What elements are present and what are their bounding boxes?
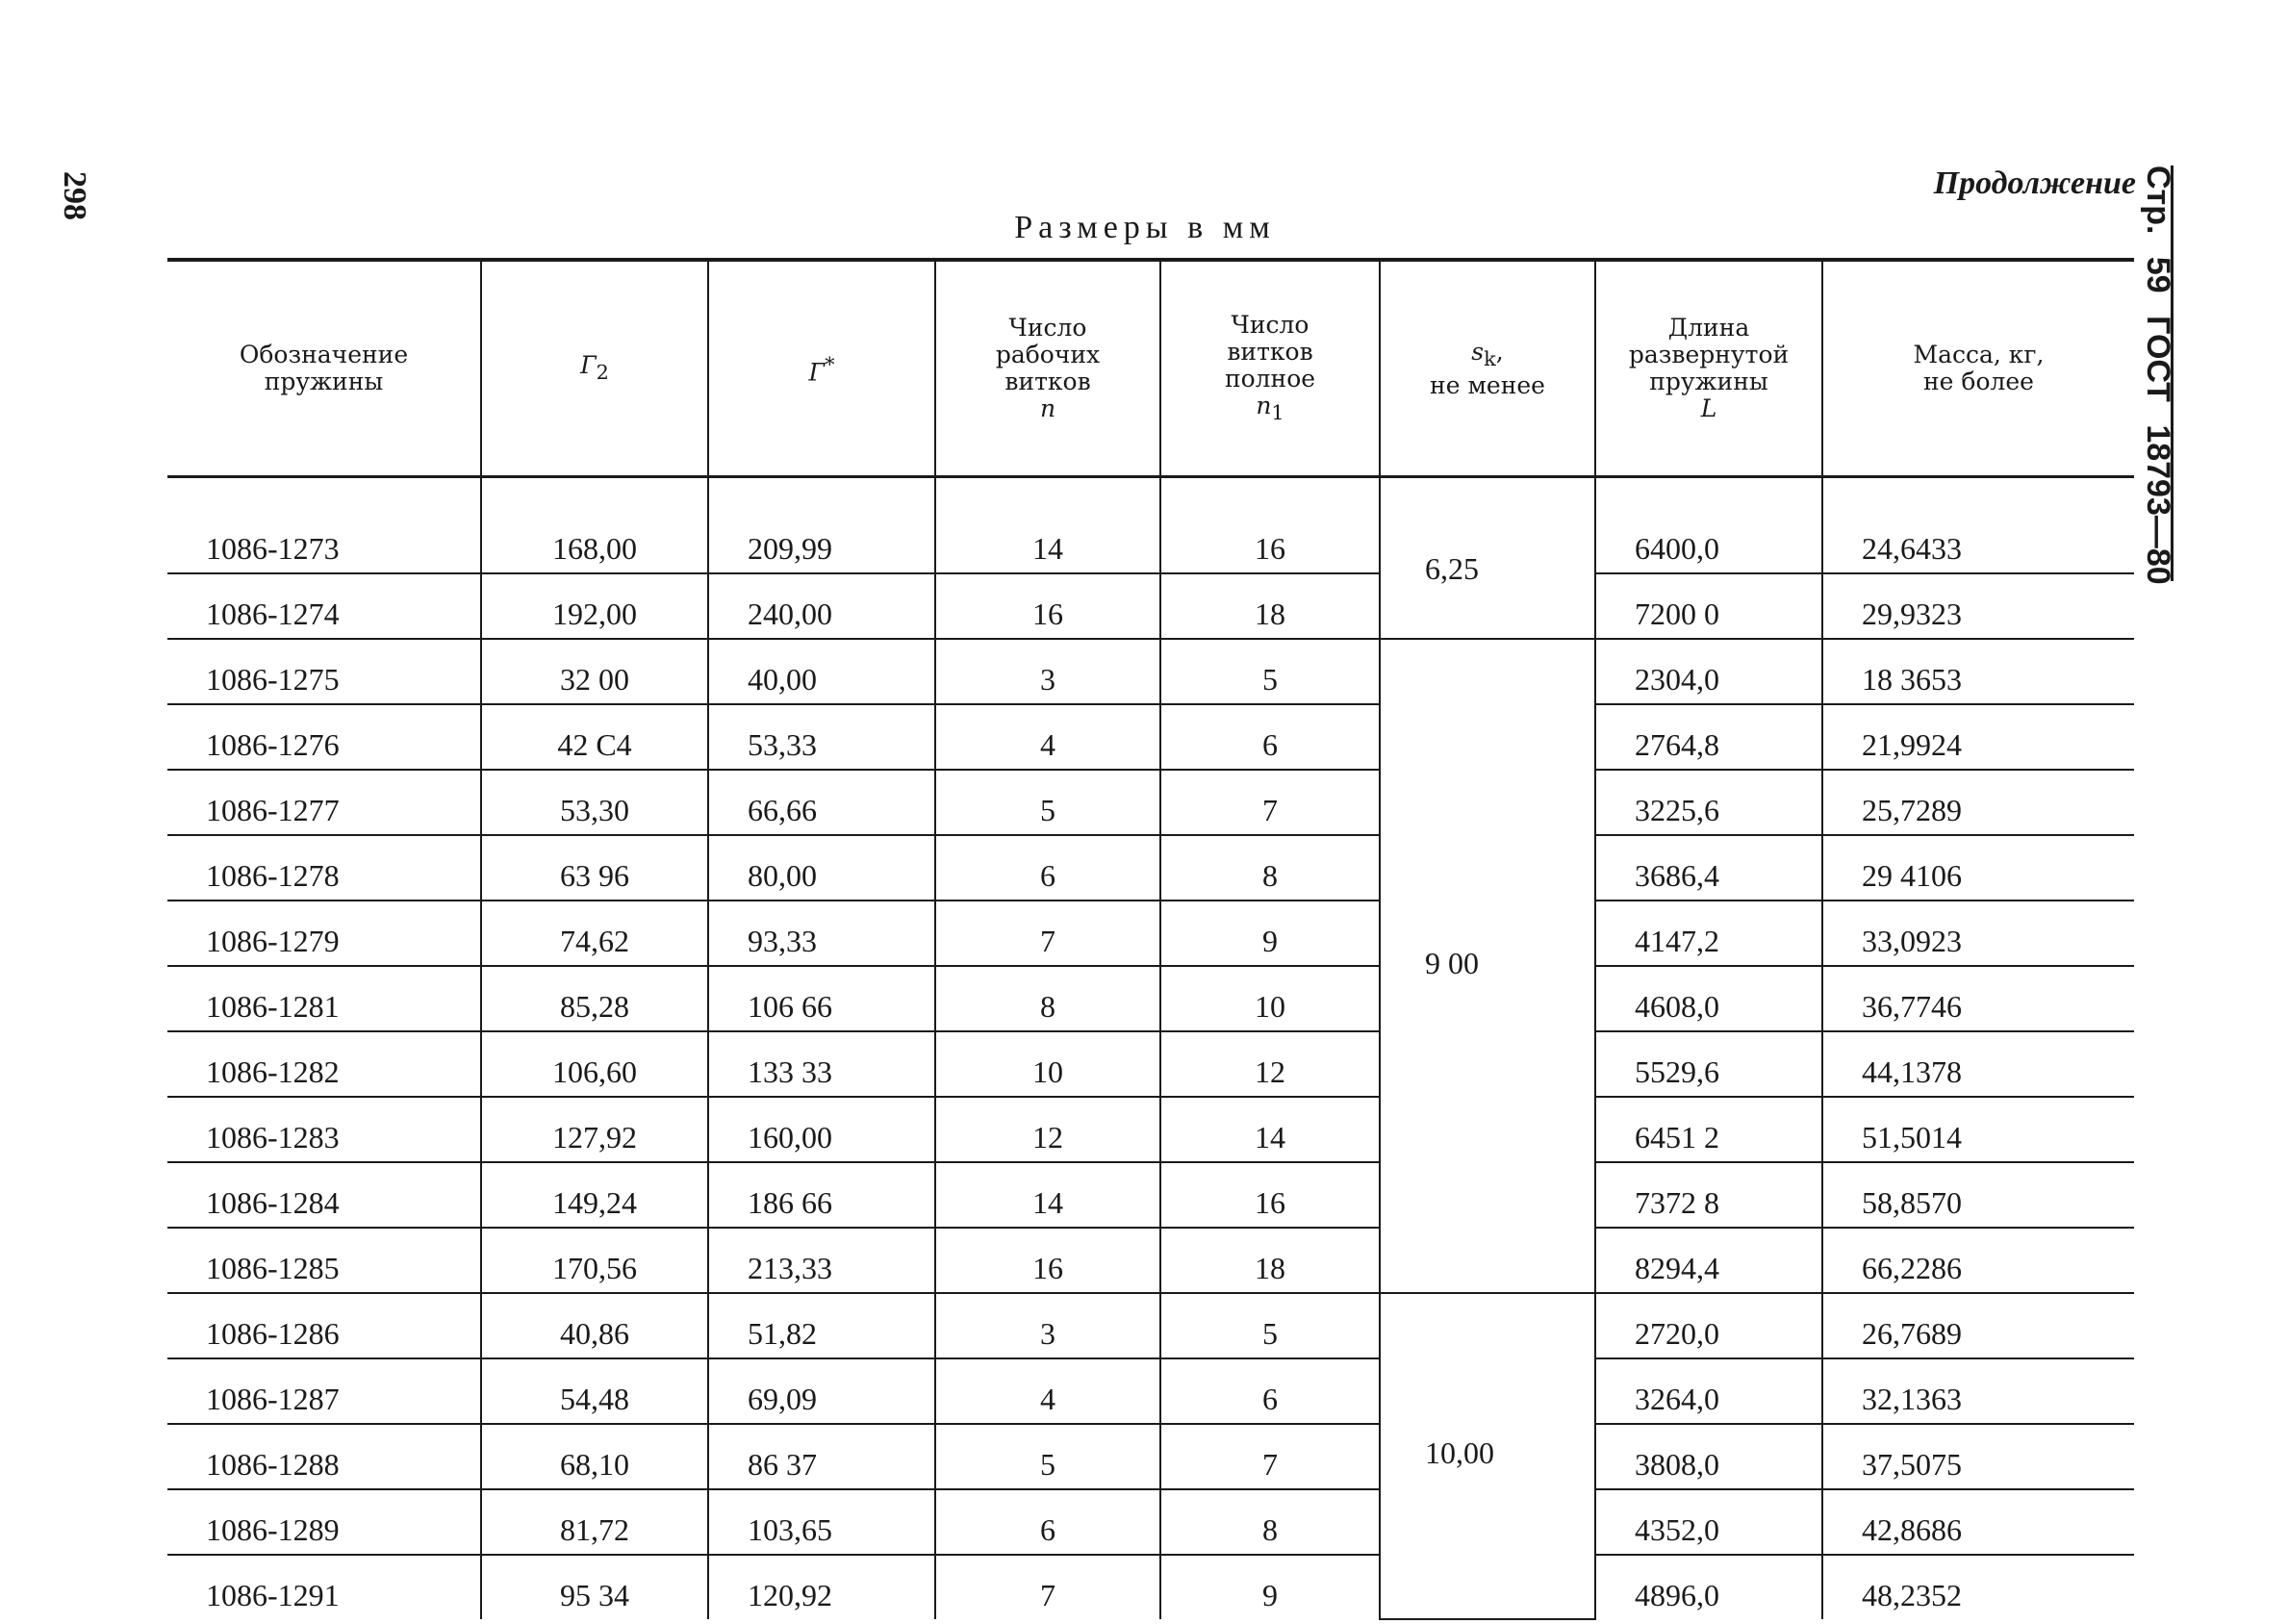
working-coils-cell: 10 [935,1031,1160,1097]
rk-cell: 80,00 [708,835,935,901]
sk-cell: 9 00 [1380,639,1595,1293]
r2-cell: 68,10 [481,1424,708,1489]
total-coils-cell: 7 [1160,770,1380,835]
developed-length-cell: 2720,0 [1595,1293,1822,1358]
r2-cell: 192,00 [481,573,708,639]
mass-cell: 18 3653 [1822,639,2134,704]
table-row [167,477,2134,574]
table-row [167,901,2134,966]
spring-designation-cell: 1086-1279 [167,901,481,966]
rk-cell: 93,33 [708,901,935,966]
total-coils-cell: 5 [1160,1293,1380,1358]
r2-cell: 81,72 [481,1489,708,1555]
rk-cell: 209,99 [708,477,935,574]
rk-cell: 160,00 [708,1097,935,1162]
spring-designation-cell: 1086-1275 [167,639,481,704]
table-row [167,770,2134,835]
rk-cell: 86 37 [708,1424,935,1489]
table-row [167,704,2134,770]
header-total-coils: Число витков полное $n_1$ [1160,260,1380,477]
developed-length-cell: 4896,0 [1595,1555,1822,1619]
mass-cell: 44,1378 [1822,1031,2134,1097]
mass-cell: 51,5014 [1822,1097,2134,1162]
developed-length-cell: 7372 8 [1595,1162,1822,1228]
sk-cell: 10,00 [1380,1293,1595,1619]
r2-cell: 95 34 [481,1555,708,1619]
spring-designation-cell: 1086-1291 [206,1578,340,1612]
developed-length-cell: 4608,0 [1595,966,1822,1031]
spring-designation-cell: 1086-1288 [167,1424,481,1489]
r2-cell: 53,30 [481,770,708,835]
dimensions-title: Размеры в мм [1014,210,1276,245]
table-row [167,639,2134,704]
working-coils-cell: 16 [935,573,1160,639]
mass-cell: 25,7289 [1822,770,2134,835]
working-coils-cell: 6 [935,835,1160,901]
table-row [167,573,2134,639]
total-coils-cell: 18 [1160,573,1380,639]
rk-cell: 40,00 [708,639,935,704]
header-developed-length: Длина развернутой пружины L [1595,260,1822,477]
spring-designation-cell: 1086-1273 [167,477,481,574]
total-coils-cell: 6 [1160,704,1380,770]
working-coils-cell: 6 [935,1489,1160,1555]
developed-length-cell: 5529,6 [1595,1031,1822,1097]
rk-cell: 240,00 [708,573,935,639]
mass-cell: 66,2286 [1822,1228,2134,1293]
working-coils-cell: 8 [935,966,1160,1031]
mass-cell: 24,6433 [1822,477,2134,574]
mass-cell: 33,0923 [1822,901,2134,966]
total-coils-cell: 8 [1160,835,1380,901]
developed-length-cell: 8294,4 [1595,1228,1822,1293]
r2-cell: 170,56 [481,1228,708,1293]
table-body [167,477,2134,1620]
rk-cell: 66,66 [708,770,935,835]
working-coils-cell: 16 [935,1228,1160,1293]
mass-cell: 37,5075 [1822,1424,2134,1489]
rk-cell: 51,82 [708,1293,935,1358]
spring-designation-cell: 1086-1274 [167,573,481,639]
spring-designation-cell: 1086-1286 [167,1293,481,1358]
mass-cell: 29,9323 [1822,573,2134,639]
mass-cell: 21,9924 [1822,704,2134,770]
table-row [167,1162,2134,1228]
developed-length-cell: 2764,8 [1595,704,1822,770]
r2-cell: 106,60 [481,1031,708,1097]
total-coils-cell: 8 [1160,1489,1380,1555]
developed-length-cell: 7200 0 [1595,573,1822,639]
total-coils-cell: 5 [1160,639,1380,704]
header-r2: $Г_2$ [481,260,708,477]
rk-cell: 186 66 [708,1162,935,1228]
table-row [167,1489,2134,1555]
total-coils-cell: 18 [1160,1228,1380,1293]
total-coils-cell: 9 [1160,901,1380,966]
spring-designation-cell: 1086-1287 [167,1358,481,1424]
working-coils-cell: 14 [935,477,1160,574]
developed-length-cell: 4352,0 [1595,1489,1822,1555]
spring-designation-cell: 1086-1277 [167,770,481,835]
r2-cell: 63 96 [481,835,708,901]
table-row [167,1228,2134,1293]
total-coils-cell: 9 [1160,1555,1380,1619]
rk-cell: 106 66 [708,966,935,1031]
total-coils-cell: 16 [1160,1162,1380,1228]
rk-cell: 53,33 [708,704,935,770]
r2-cell: 40,86 [481,1293,708,1358]
working-coils-cell: 5 [935,770,1160,835]
r2-cell: 74,62 [481,901,708,966]
mass-cell: 26,7689 [1822,1293,2134,1358]
page-number: 298 [57,171,92,220]
mass-cell: 32,1363 [1822,1358,2134,1424]
rk-cell: 103,65 [708,1489,935,1555]
spring-designation-cell: 1086-1289 [167,1489,481,1555]
r2-cell: 54,48 [481,1358,708,1424]
working-coils-cell: 5 [935,1424,1160,1489]
side-header: Стр. 59 ГОСТ 18793—80 [2140,165,2176,585]
r2-cell: 127,92 [481,1097,708,1162]
spring-designation-cell: 1086-1276 [167,704,481,770]
spring-designation-cell: 1086-1283 [167,1097,481,1162]
developed-length-cell: 3264,0 [1595,1358,1822,1424]
mass-cell: 58,8570 [1822,1162,2134,1228]
working-coils-cell: 14 [935,1162,1160,1228]
mass-cell: 42,8686 [1822,1489,2134,1555]
spring-designation-cell: 1086-1285 [167,1228,481,1293]
table-row [167,1358,2134,1424]
total-coils-cell: 7 [1160,1424,1380,1489]
rk-cell: 213,33 [708,1228,935,1293]
working-coils-cell: 4 [935,1358,1160,1424]
header-row [167,260,2134,477]
r2-cell: 85,28 [481,966,708,1031]
table-row [167,1424,2134,1489]
table-row [167,1031,2134,1097]
header-rk: Г* [708,260,935,477]
table-row [167,1097,2134,1162]
spring-designation-cell: 1086-1284 [167,1162,481,1228]
header-designation: Обозначение пружины [167,260,481,477]
header-mass: Масса, кг, не более [1822,260,2134,477]
total-coils-cell: 12 [1160,1031,1380,1097]
developed-length-cell: 3225,6 [1595,770,1822,835]
developed-length-cell: 2304,0 [1595,639,1822,704]
rk-cell: 69,09 [708,1358,935,1424]
developed-length-cell: 6451 2 [1595,1097,1822,1162]
header-working-coils: Число рабочих витков n [935,260,1160,477]
table-row [167,966,2134,1031]
total-coils-cell: 6 [1160,1358,1380,1424]
developed-length-cell: 3686,4 [1595,835,1822,901]
mass-cell: 48,2352 [1822,1555,2134,1619]
sk-cell: 6,25 [1380,477,1595,640]
developed-length-cell: 3808,0 [1595,1424,1822,1489]
r2-cell: 149,24 [481,1162,708,1228]
working-coils-cell: 3 [935,1293,1160,1358]
developed-length-cell: 6400,0 [1595,477,1822,574]
working-coils-cell: 12 [935,1097,1160,1162]
r2-cell: 168,00 [481,477,708,574]
rk-cell: 133 33 [708,1031,935,1097]
spring-designation-cell: 1086-1281 [167,966,481,1031]
total-coils-cell: 16 [1160,477,1380,574]
working-coils-cell: 4 [935,704,1160,770]
table-row [167,1293,2134,1358]
spring-designation-cell: 1086-1278 [167,835,481,901]
table-row [167,835,2134,901]
working-coils-cell: 7 [935,1555,1160,1619]
r2-cell: 32 00 [481,639,708,704]
r2-cell: 42 C4 [481,704,708,770]
developed-length-cell: 4147,2 [1595,901,1822,966]
total-coils-cell: 10 [1160,966,1380,1031]
continued-label: Продолжение [1933,165,2136,201]
spring-designation-cell: 1086-1282 [167,1031,481,1097]
spring-spec-table [167,258,2134,1620]
rk-cell: 120,92 [708,1555,935,1619]
table-row [167,1555,2134,1619]
header-sk: $s_k$, не менее [1380,260,1595,477]
mass-cell: 29 4106 [1822,835,2134,901]
working-coils-cell: 7 [935,901,1160,966]
mass-cell: 36,7746 [1822,966,2134,1031]
total-coils-cell: 14 [1160,1097,1380,1162]
working-coils-cell: 3 [935,639,1160,704]
